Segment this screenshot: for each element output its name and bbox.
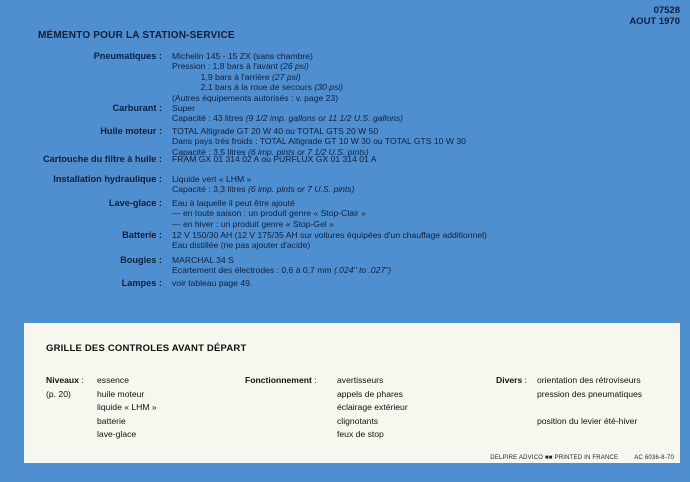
- spec-line: Capacité : 3,3 litres (6 imp. pints or 7 U.S. pints): [172, 184, 355, 195]
- checklist-item: feux de stop: [337, 429, 384, 439]
- spec-line: Dans pays très froids : TOTAL Altigrade GT 10 W 30 ou TOTAL GTS 10 W 30: [172, 136, 466, 147]
- checklist-item: batterie: [97, 415, 126, 426]
- spec-line: Eau distillée (ne pas ajouter d'acide): [172, 240, 311, 251]
- spec-values: [172, 126, 466, 157]
- spec-line: 12 V 150/30 AH (12 V 175/35 AH sur voitures équipées d'un chauffage additionnel): [172, 230, 487, 240]
- spec-label: Lave-glace :: [108, 198, 162, 208]
- spec-label: Bougies :: [120, 255, 162, 265]
- checklist-item: huile moteur: [97, 388, 145, 399]
- checklist-item: éclairage extérieur: [337, 402, 408, 412]
- spec-label: Pneumatiques :: [93, 51, 162, 61]
- printer-credit: DELPIRE ADVICO ■■ PRINTED IN FRANCE: [490, 455, 619, 461]
- spec-values: [172, 278, 252, 288]
- spec-line: Ecartement des électrodes : 0,6 à 0,7 mm (.024" to .027"): [172, 265, 392, 276]
- spec-line: — en toute saison : un produit genre « Stop-Clair »: [172, 208, 366, 219]
- spec-label: Huile moteur :: [100, 126, 162, 136]
- checklist-item: pression des pneumatiques: [537, 388, 643, 399]
- spec-line: 2,1 bars à la roue de secours (30 psi): [172, 82, 344, 93]
- spec-line: FRAM GX 01 314 02 A ou PURFLUX GX 01 314 01 A: [172, 154, 377, 164]
- spec-label: Batterie :: [122, 230, 162, 240]
- niveaux-page-ref: (p. 20): [46, 388, 71, 399]
- spec-values: [172, 174, 354, 195]
- spec-values: [172, 51, 343, 103]
- spec-line: 1,9 bars à l'arrière (27 psi): [172, 71, 301, 82]
- niveaux-label: Niveaux :: [46, 375, 84, 385]
- spec-line: Capacité : 3,5 litres (6 imp. pints or 7 1/2 U.S. pints): [172, 146, 369, 157]
- edition-date: AOUT 1970: [629, 16, 680, 27]
- spec-line: voir tableau page 49.: [172, 278, 253, 288]
- checklist-item: essence: [97, 375, 130, 385]
- fonctionnement-label: Fonctionnement :: [245, 375, 317, 385]
- spec-line: (Autres équipements autorisés : v. page 23): [172, 92, 339, 103]
- print-footer: [474, 455, 674, 461]
- checklist-title: GRILLE DES CONTROLES AVANT DÉPART: [46, 343, 247, 354]
- spec-values: [172, 103, 403, 124]
- spec-label: Carburant :: [112, 103, 162, 113]
- reference-number: 07528: [653, 5, 680, 16]
- checklist-item: [537, 401, 642, 415]
- spec-values: [172, 230, 487, 251]
- spec-line: Pression : 1,8 bars à l'avant (26 psi): [172, 61, 309, 72]
- spec-line: Michelin 145 - 15 ZX (sans chambre): [172, 51, 313, 61]
- spec-label: Installation hydraulique :: [53, 174, 162, 184]
- spec-values: [172, 255, 391, 276]
- print-code: AC 6036-8-70: [634, 455, 674, 461]
- niveaux-items: [97, 374, 157, 442]
- checklist-item: orientation des rétroviseurs: [537, 375, 641, 385]
- spec-line: Liquide vert « LHM »: [172, 174, 252, 184]
- spec-line: MARCHAL 34 S: [172, 255, 234, 265]
- memento-title: MÉMENTO POUR LA STATION-SERVICE: [38, 30, 235, 41]
- checklist-item: liquide « LHM »: [97, 402, 157, 412]
- divers-items: [537, 374, 642, 428]
- checklist-item: appels de phares: [337, 388, 403, 399]
- spec-values: [172, 154, 376, 164]
- checklist-item: avertisseurs: [337, 375, 384, 385]
- spec-label: Cartouche du filtre à huile :: [43, 154, 162, 164]
- spec-line: Super: [172, 103, 195, 113]
- spec-line: Capacité : 43 litres (9 1/2 imp. gallons or 11 1/2 U.S. gallons): [172, 113, 404, 124]
- spec-line: TOTAL Altigrade GT 20 W 40 ou TOTAL GTS 20 W 50: [172, 126, 379, 136]
- fonctionnement-items: [337, 374, 408, 442]
- spec-line: Eau à laquelle il peut être ajouté: [172, 198, 295, 208]
- spec-label: Lampes :: [121, 278, 162, 288]
- divers-label: Divers :: [496, 375, 528, 385]
- checklist-item: lave-glace: [97, 429, 137, 439]
- document-reference: [629, 5, 680, 27]
- spec-values: [172, 198, 366, 229]
- checklist-item: clignotants: [337, 415, 379, 426]
- spec-line: — en hiver : un produit genre « Stop-Gel »: [172, 218, 334, 229]
- checklist-item: position du levier été-hiver: [537, 415, 638, 426]
- pre-departure-checklist: [24, 323, 680, 463]
